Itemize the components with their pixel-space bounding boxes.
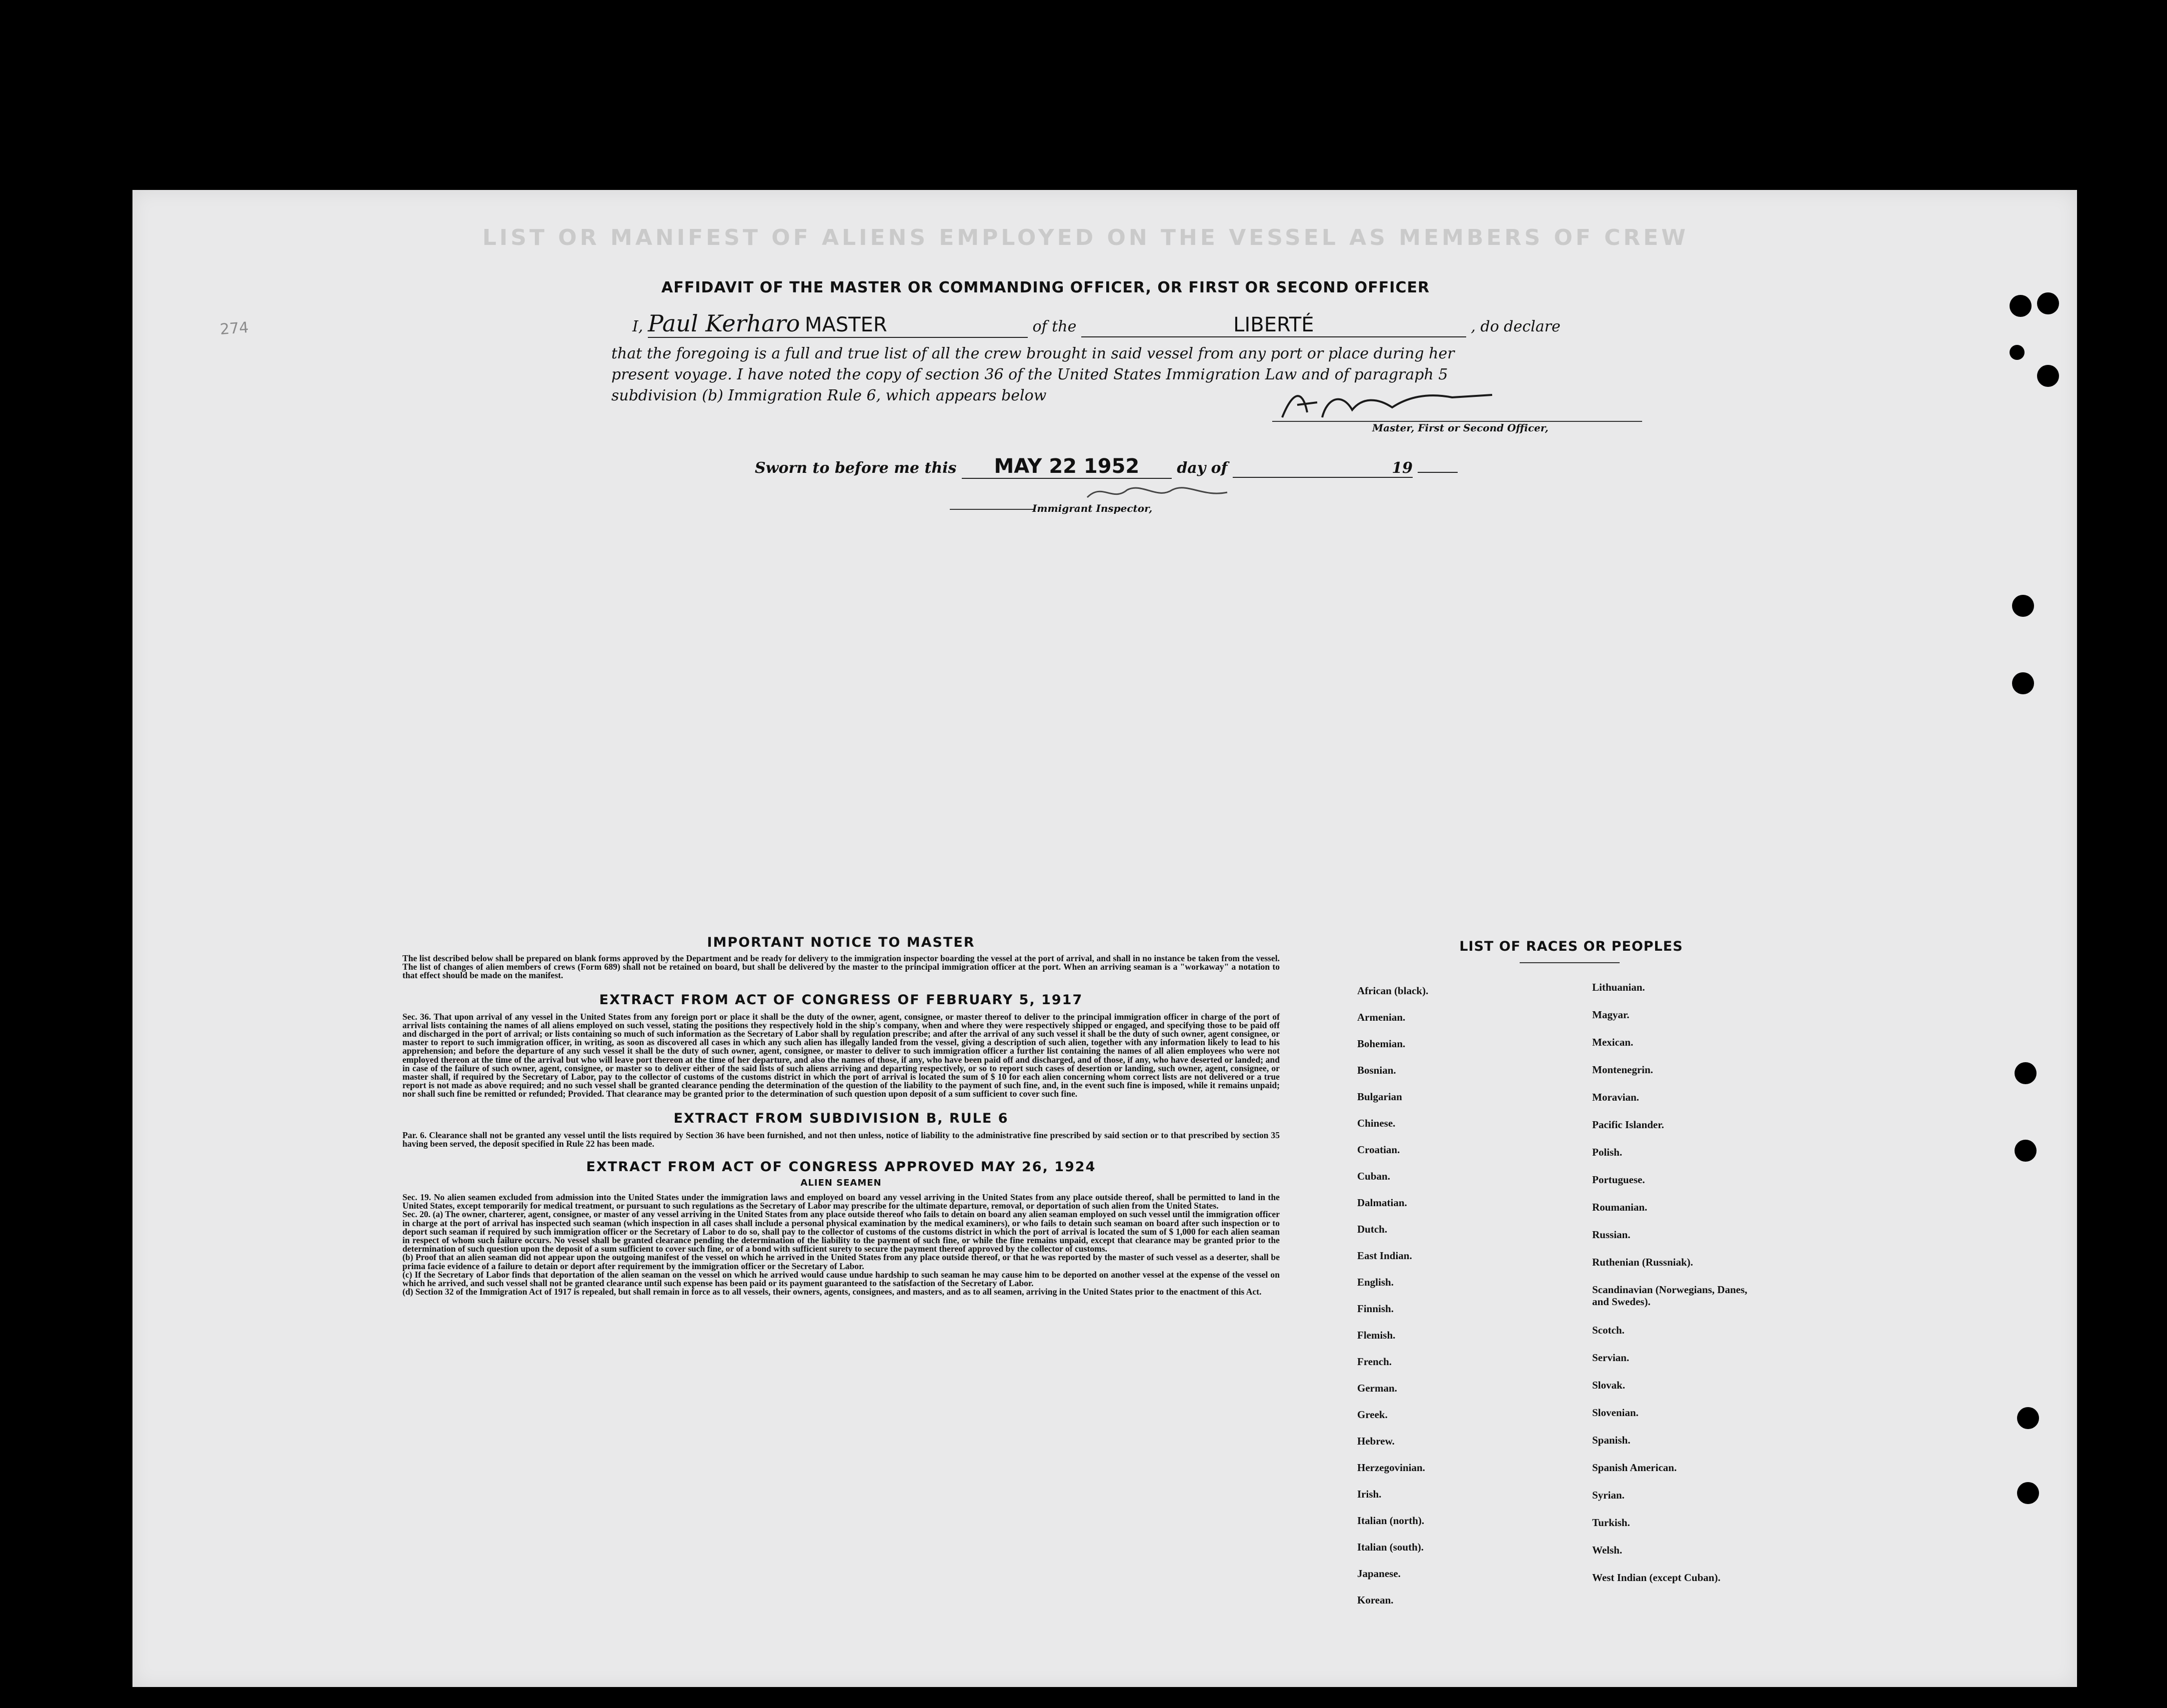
punch-hole [2015, 1140, 2037, 1162]
race-item: Montenegrin. [1592, 1064, 1653, 1076]
sec-20b: (b) Proof that an alien seaman did not appear upon the outgoing manifest of the vessel on which he arrived in the United States from any place outside thereof, or that he was reported by the master of such vessel as a deserter, shall be prima facie evidence of a failure to detain or deport after requirement by the immigration officer or the Secretary of Labor. [402, 1252, 1280, 1271]
race-item: Hebrew. [1357, 1435, 1395, 1447]
affidavit-title: AFFIDAVIT OF THE MASTER OR COMMANDING OFFICER, OR FIRST OR SECOND OFFICER [661, 279, 1430, 296]
year-field [1233, 459, 1413, 478]
race-item: Japanese. [1357, 1568, 1401, 1580]
important-notice [402, 935, 1280, 1296]
race-item: Syrian. [1592, 1489, 1625, 1501]
affidavit-line-1 [632, 310, 1561, 338]
race-item: Greek. [1357, 1409, 1388, 1421]
affidavit-do-declare: , do declare [1471, 318, 1561, 335]
vessel-name: LIBERTÉ [1233, 313, 1314, 336]
race-item: German. [1357, 1382, 1397, 1394]
affidavit-line-4: subdivision (b) Immigration Rule 6, which appears below [611, 387, 1047, 404]
race-item: Turkish. [1592, 1517, 1630, 1529]
race-item: Chinese. [1357, 1117, 1396, 1129]
race-item: Finnish. [1357, 1303, 1394, 1315]
race-item: Mexican. [1592, 1036, 1634, 1048]
race-item: Italian (north). [1357, 1515, 1425, 1527]
race-item: Italian (south). [1357, 1541, 1424, 1553]
race-item: English. [1357, 1276, 1394, 1288]
year-prefix: 19 [1392, 459, 1413, 477]
master-name-field [648, 310, 1028, 338]
race-item: Bohemian. [1357, 1038, 1406, 1050]
race-item: Bulgarian [1357, 1091, 1402, 1103]
alien-seamen-subtitle: ALIEN SEAMEN [800, 1178, 882, 1189]
sworn-date-stamp: MAY 22 1952 [994, 455, 1140, 478]
sec-19: Sec. 19. No alien seamen excluded from admission into the United States under the immigration laws and employed on board any vessel arriving in the United States from any place outside thereof, shall be permitted to land in the United States, except temporarily for medical treatment, or pursuant to such regulations as the Secretary of Labor may prescribe for the ultimate departure, removal, or deportation of such alien from the United States. [402, 1192, 1280, 1211]
punch-hole [2015, 1062, 2037, 1084]
extract-rule6-title: EXTRACT FROM SUBDIVISION B, RULE 6 [673, 1110, 1009, 1126]
race-item: Spanish. [1592, 1434, 1631, 1446]
race-item: Pacific Islander. [1592, 1119, 1664, 1131]
vessel-name-field [1081, 313, 1466, 337]
punch-hole [2037, 365, 2059, 387]
sworn-prefix: Sworn to before me this [755, 459, 957, 477]
affidavit-of-the: of the [1032, 318, 1077, 335]
race-item: Korean. [1357, 1594, 1394, 1606]
affidavit-prefix: I, [632, 318, 643, 335]
punch-hole [2017, 1407, 2039, 1429]
race-item: Moravian. [1592, 1091, 1639, 1103]
race-item: Cuban. [1357, 1170, 1390, 1182]
race-item: Roumanian. [1592, 1201, 1648, 1213]
race-item: Magyar. [1592, 1009, 1630, 1021]
race-item: Spanish American. [1592, 1462, 1677, 1474]
extract-1917-title: EXTRACT FROM ACT OF CONGRESS OF FEBRUARY 5, 1917 [599, 992, 1083, 1008]
affidavit-line-2: that the foregoing is a full and true list of all the crew brought in said vessel from any port or place during her [611, 345, 1455, 362]
extract-rule6-body: Par. 6. Clearance shall not be granted any vessel until the lists required by Section 36 have been furnished, and not then unless, notice of liability to the administrative fine prescribed by said section or to that prescribed by section 35 having been served, the deposit specified in Rule 22 has been made. [402, 1130, 1280, 1149]
manifest-page [132, 190, 2077, 1687]
race-item: Lithuanian. [1592, 981, 1645, 993]
sworn-date-field [962, 455, 1172, 479]
race-item: Servian. [1592, 1352, 1630, 1364]
race-item: Dutch. [1357, 1223, 1388, 1235]
race-item: Scandinavian (Norwegians, Danes, and Swedes). [1592, 1284, 1748, 1308]
race-item: Welsh. [1592, 1544, 1623, 1556]
punch-hole [2012, 672, 2034, 694]
race-item: Ruthenian (Russniak). [1592, 1256, 1693, 1268]
race-item: Herzegovinian. [1357, 1462, 1425, 1474]
race-item: Scotch. [1592, 1324, 1625, 1336]
notice-body: The list described below shall be prepared on blank forms approved by the Department and be ready for delivery to the immigration inspector boarding the vessel at the port of arrival, and shall in no instance be taken from the vessel. The list of changes of alien members of crews (Form 689) shall not be retained on board, but shall be delivered by the master to the principal immigration officer at the port. When an arriving seaman is a "workaway" a notation to that effect should be made on the manifest. [402, 953, 1280, 981]
punch-hole [2010, 345, 2025, 360]
races-title: LIST OF RACES OR PEOPLES [1459, 939, 1683, 954]
margin-page-number: 274 [219, 319, 249, 338]
race-item: Armenian. [1357, 1011, 1406, 1023]
punch-hole [2017, 1482, 2039, 1504]
race-item: French. [1357, 1356, 1392, 1368]
race-item: Slovenian. [1592, 1407, 1639, 1419]
sec-20d: (d) Section 32 of the Immigration Act of 1917 is repealed, but shall remain in force as to all vessels, their owners, agents, consignees, and masters, and as to all seamen, arriving in the United States prior to the enactment of this Act. [402, 1287, 1262, 1297]
race-item: African (black). [1357, 985, 1429, 997]
extract-1917-body: Sec. 36. That upon arrival of any vessel in the United States from any foreign port or place it shall be the duty of the owner, agent, consignee, or master thereof to deliver to the principal immigration officer in charge of the port of arrival lists containing the names of all aliens employed on such vessel, stating the positions they respectively hold in the ship's company, when and where they were respectively shipped or engaged, and specifying those to be paid off and discharged in the port of arrival; or lists containing so much of such information as the Secretary of Labor shall by regulation prescribe; and after the arrival of any such vessel it shall be the duty of such owner, agent consignee, or master to report to such immigration officer, in writing, as soon as discovered all cases in which any such alien has illegally landed from the vessel, giving a description of such alien, together with any information likely to lead to his apprehension; and before the departure of any such vessel it shall be the duty of such owner, agent, consignee, or master to deliver to such immigration officer a further list containing the names of all alien employees who were not employed thereon at the time of the arrival but who will leave port thereon at the time of her departure, and also the names of those, if any, who have been paid off and discharged, and of those, if any, who have deserted or landed; and in case of the failure of such owner, agent, consignee, or master so to deliver either of the said lists of such aliens arriving and departing respectively, or so to report such cases of desertion or landing, such owner, agent, consignee, or master shall, if required by the Secretary of Labor, pay to the collector of customs of the customs district in which the port of arrival is located the sum of $ 10 for each alien concerning whom correct lists are not delivered or a true report is not made as above required; and no such vessel shall be granted clearance pending the determination of the question of the liability to the payment of such fine, and, in the event such fine is imposed, while it remains unpaid; nor shall such fine be remitted or refunded; Provided. That clearance may be granted prior to the determination of such question upon deposit of a sum sufficient to cover such fine. [402, 1011, 1280, 1099]
race-item: Portuguese. [1592, 1174, 1645, 1186]
race-item: Irish. [1357, 1488, 1382, 1500]
punch-hole [2012, 595, 2034, 617]
race-item: East Indian. [1357, 1250, 1412, 1262]
race-item: Polish. [1592, 1146, 1623, 1158]
master-name: Paul Kerharo [647, 310, 800, 337]
bleed-through-header: LIST OR MANIFEST OF ALIENS EMPLOYED ON THE VESSEL AS MEMBERS OF CREW [482, 225, 1689, 250]
races-title-rule [1520, 962, 1620, 963]
inspector-caption: Immigrant Inspector, [1032, 502, 1153, 514]
inspector-line [950, 509, 1035, 510]
race-item: Bosnian. [1357, 1064, 1396, 1076]
master-title: MASTER [804, 313, 887, 336]
race-item: Flemish. [1357, 1329, 1396, 1341]
race-item: Russian. [1592, 1229, 1631, 1241]
sec-20c: (c) If the Secretary of Labor finds that deportation of the alien seaman on the vessel on which he arrived would cause undue hardship to such seaman he may cause him to be deported on another vessel at the expense of the vessel on which he arrived, and such vessel shall not be granted clearance until such expense has been paid or its payment guaranteed to the satisfaction of the Secretary of Labor. [402, 1269, 1280, 1289]
punch-hole [2037, 292, 2059, 314]
sec-20a: Sec. 20. (a) The owner, charterer, agent, consignee, or master of any vessel arriving in the United States from any place outside thereof who fails to detain on board any alien seaman employed on such vessel until the immigration officer in charge at the port of arrival has inspected such seaman (which inspection in all cases shall include a personal physical examination by the medical examiners), or who fails to detain such seaman on board after such inspection or to deport such seaman if required by such immigration officer or the Secretary of Labor to do so, shall pay to the collector of customs of the customs district in which the port of arrival is located the sum of $ 1,000 for each alien seaman in respect of whom such failure occurs. No vessel shall be granted clearance pending the determination of the liability to the payment of such fine, or while the fine remains unpaid, except that clearance may be granted prior to the determination of such question upon the deposit of a sum sufficient to cover such fine, or of a bond with sufficient surety to secure the payment thereof approved by the collector of customs. [402, 1209, 1280, 1254]
race-item: West Indian (except Cuban). [1592, 1572, 1721, 1584]
affidavit-line-3: present voyage. I have noted the copy of section 36 of the United States Immigration Law and of paragraph 5 [611, 366, 1448, 383]
notice-title: IMPORTANT NOTICE TO MASTER [707, 935, 975, 950]
sworn-line [755, 455, 1458, 479]
punch-hole [2010, 295, 2032, 317]
race-item: Croatian. [1357, 1144, 1400, 1156]
race-item: Dalmatian. [1357, 1197, 1407, 1209]
year-blank [1418, 472, 1458, 473]
signatory-caption: Master, First or Second Officer, [1372, 422, 1549, 434]
race-item: Slovak. [1592, 1379, 1625, 1391]
day-of: day of [1177, 459, 1228, 477]
extract-1924-title: EXTRACT FROM ACT OF CONGRESS APPROVED MAY 26, 1924 [586, 1159, 1096, 1175]
